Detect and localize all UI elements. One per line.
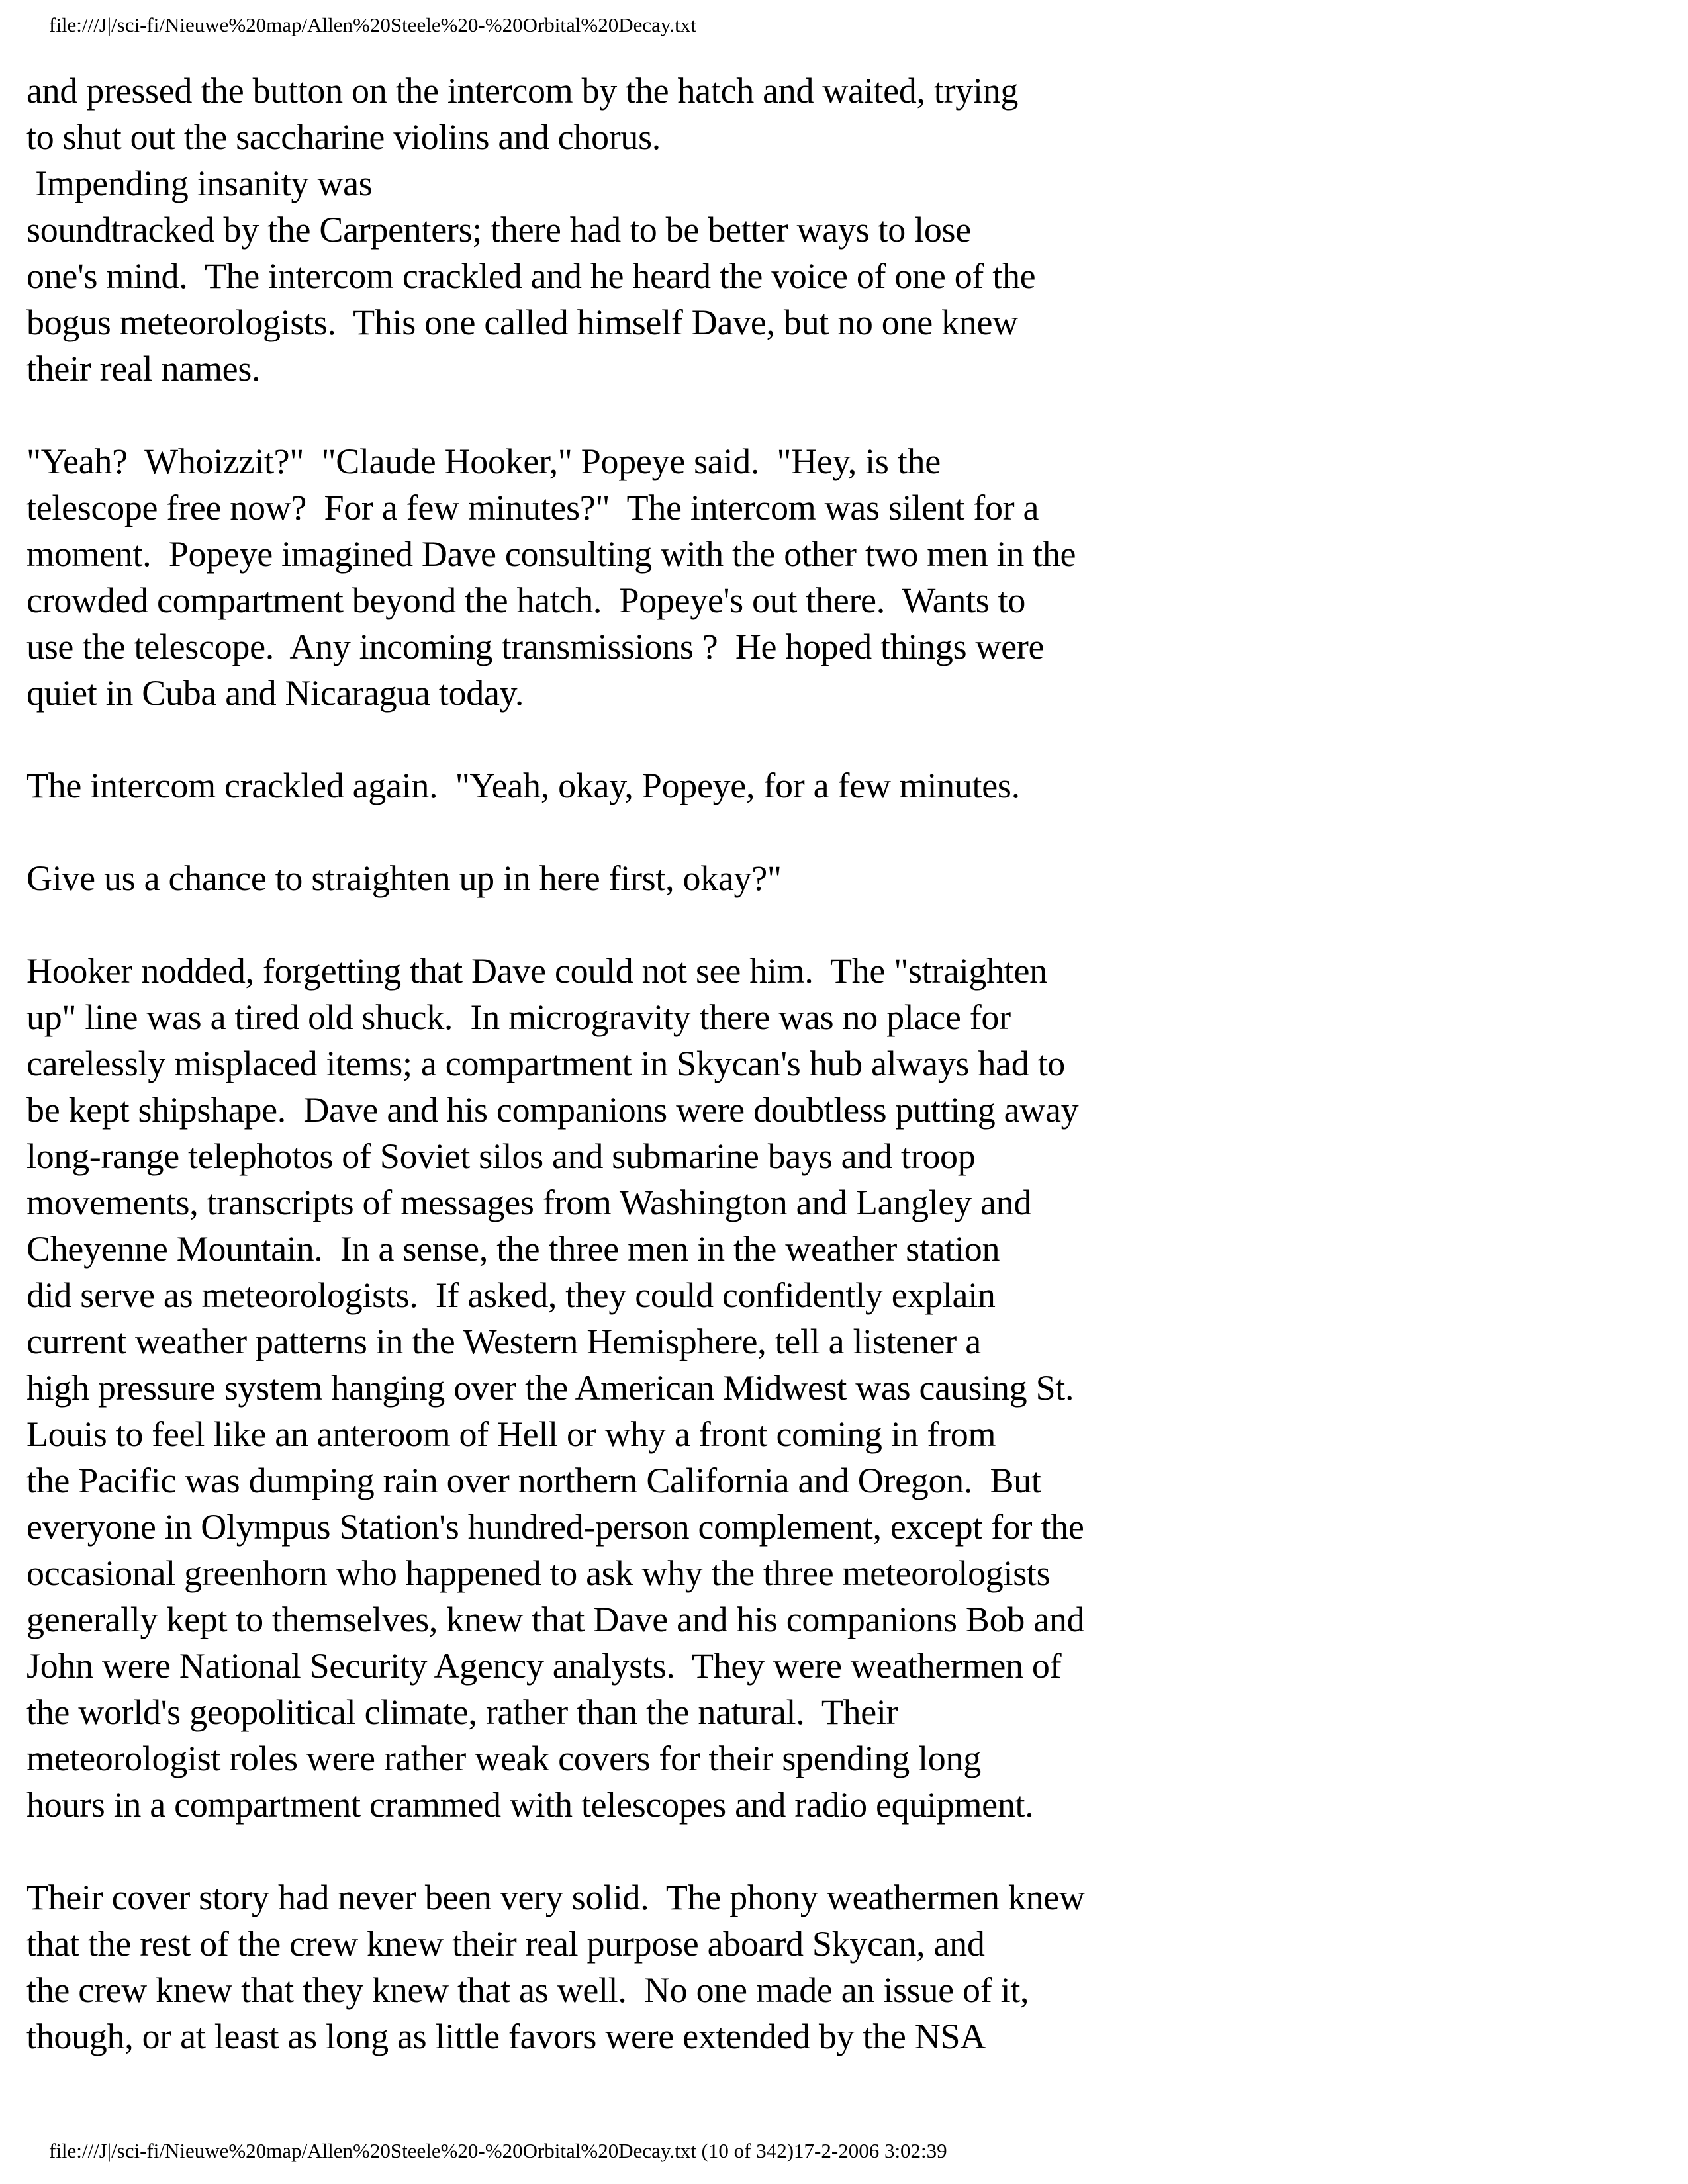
text-line: John were National Security Agency analysts. They were weathermen of — [26, 1646, 1062, 1686]
text-line: generally kept to themselves, knew that Dave and his companions Bob and — [26, 1600, 1085, 1639]
text-line: Louis to feel like an anteroom of Hell or why a front coming in from — [26, 1414, 996, 1454]
text-line: Cheyenne Mountain. In a sense, the three men in the weather station — [26, 1229, 1000, 1269]
text-line: to shut out the saccharine violins and chorus. — [26, 117, 661, 157]
text-line: Their cover story had never been very solid. The phony weathermen knew — [26, 1878, 1085, 1917]
text-line: up" line was a tired old shuck. In microgravity there was no place for — [26, 997, 1011, 1037]
text-line: moment. Popeye imagined Dave consulting with the other two men in the — [26, 534, 1076, 574]
text-line: hours in a compartment crammed with telescopes and radio equipment. — [26, 1785, 1034, 1825]
text-line: the crew knew that they knew that as well. No one made an issue of it, — [26, 1970, 1029, 2010]
header-file-path: file:///J|/sci-fi/Nieuwe%20map/Allen%20Steele%20-%20Orbital%20Decay.txt — [49, 13, 696, 36]
text-line: Hooker nodded, forgetting that Dave could not see him. The "straighten — [26, 951, 1047, 991]
text-line: "Yeah? Whoizzit?" "Claude Hooker," Popeye said. "Hey, is the — [26, 441, 941, 481]
text-line: long-range telephotos of Soviet silos and submarine bays and troop — [26, 1136, 976, 1176]
blank-line — [26, 392, 1655, 438]
text-line: their real names. — [26, 349, 261, 388]
text-line: movements, transcripts of messages from Washington and Langley and — [26, 1183, 1032, 1222]
text-line: be kept shipshape. Dave and his companions were doubtless putting away — [26, 1090, 1079, 1130]
text-line: high pressure system hanging over the American Midwest was causing St. — [26, 1368, 1074, 1408]
blank-line — [26, 809, 1655, 855]
text-line: meteorologist roles were rather weak covers for their spending long — [26, 1739, 981, 1778]
text-line: telescope free now? For a few minutes?" The intercom was silent for a — [26, 488, 1039, 527]
text-line: carelessly misplaced items; a compartment in Skycan's hub always had to — [26, 1044, 1066, 1083]
blank-line — [26, 716, 1655, 762]
blank-line — [26, 901, 1655, 948]
text-line: quiet in Cuba and Nicaragua today. — [26, 673, 524, 713]
text-line: use the telescope. Any incoming transmissions ? He hoped things were — [26, 627, 1045, 666]
text-line: soundtracked by the Carpenters; there had to be better ways to lose — [26, 210, 971, 250]
text-line: though, or at least as long as little favors were extended by the NSA — [26, 2017, 986, 2056]
text-line: did serve as meteorologists. If asked, they could confidently explain — [26, 1275, 996, 1315]
text-line: and pressed the button on the intercom by the hatch and waited, trying — [26, 71, 1019, 111]
text-line: Impending insanity was — [26, 163, 373, 203]
text-line: current weather patterns in the Western Hemisphere, tell a listener a — [26, 1322, 981, 1361]
text-line: bogus meteorologists. This one called himself Dave, but no one knew — [26, 302, 1018, 342]
blank-line — [26, 1828, 1655, 1874]
footer-file-path-page-info: file:///J|/sci-fi/Nieuwe%20map/Allen%20Steele%20-%20Orbital%20Decay.txt (10 of 342)17-2-2006 3:02:39 — [49, 2139, 947, 2162]
text-line: occasional greenhorn who happened to ask why the three meteorologists — [26, 1553, 1051, 1593]
text-line: the world's geopolitical climate, rather than the natural. Their — [26, 1692, 898, 1732]
document-body — [26, 68, 1655, 2060]
text-line: crowded compartment beyond the hatch. Popeye's out there. Wants to — [26, 580, 1026, 620]
text-line: The intercom crackled again. "Yeah, okay, Popeye, for a few minutes. — [26, 766, 1020, 805]
text-line: Give us a chance to straighten up in here first, okay?" — [26, 858, 782, 898]
text-line: one's mind. The intercom crackled and he heard the voice of one of the — [26, 256, 1036, 296]
text-line: the Pacific was dumping rain over northern California and Oregon. But — [26, 1461, 1041, 1500]
text-line: that the rest of the crew knew their real purpose aboard Skycan, and — [26, 1924, 985, 1964]
text-line: everyone in Olympus Station's hundred-person complement, except for the — [26, 1507, 1084, 1547]
